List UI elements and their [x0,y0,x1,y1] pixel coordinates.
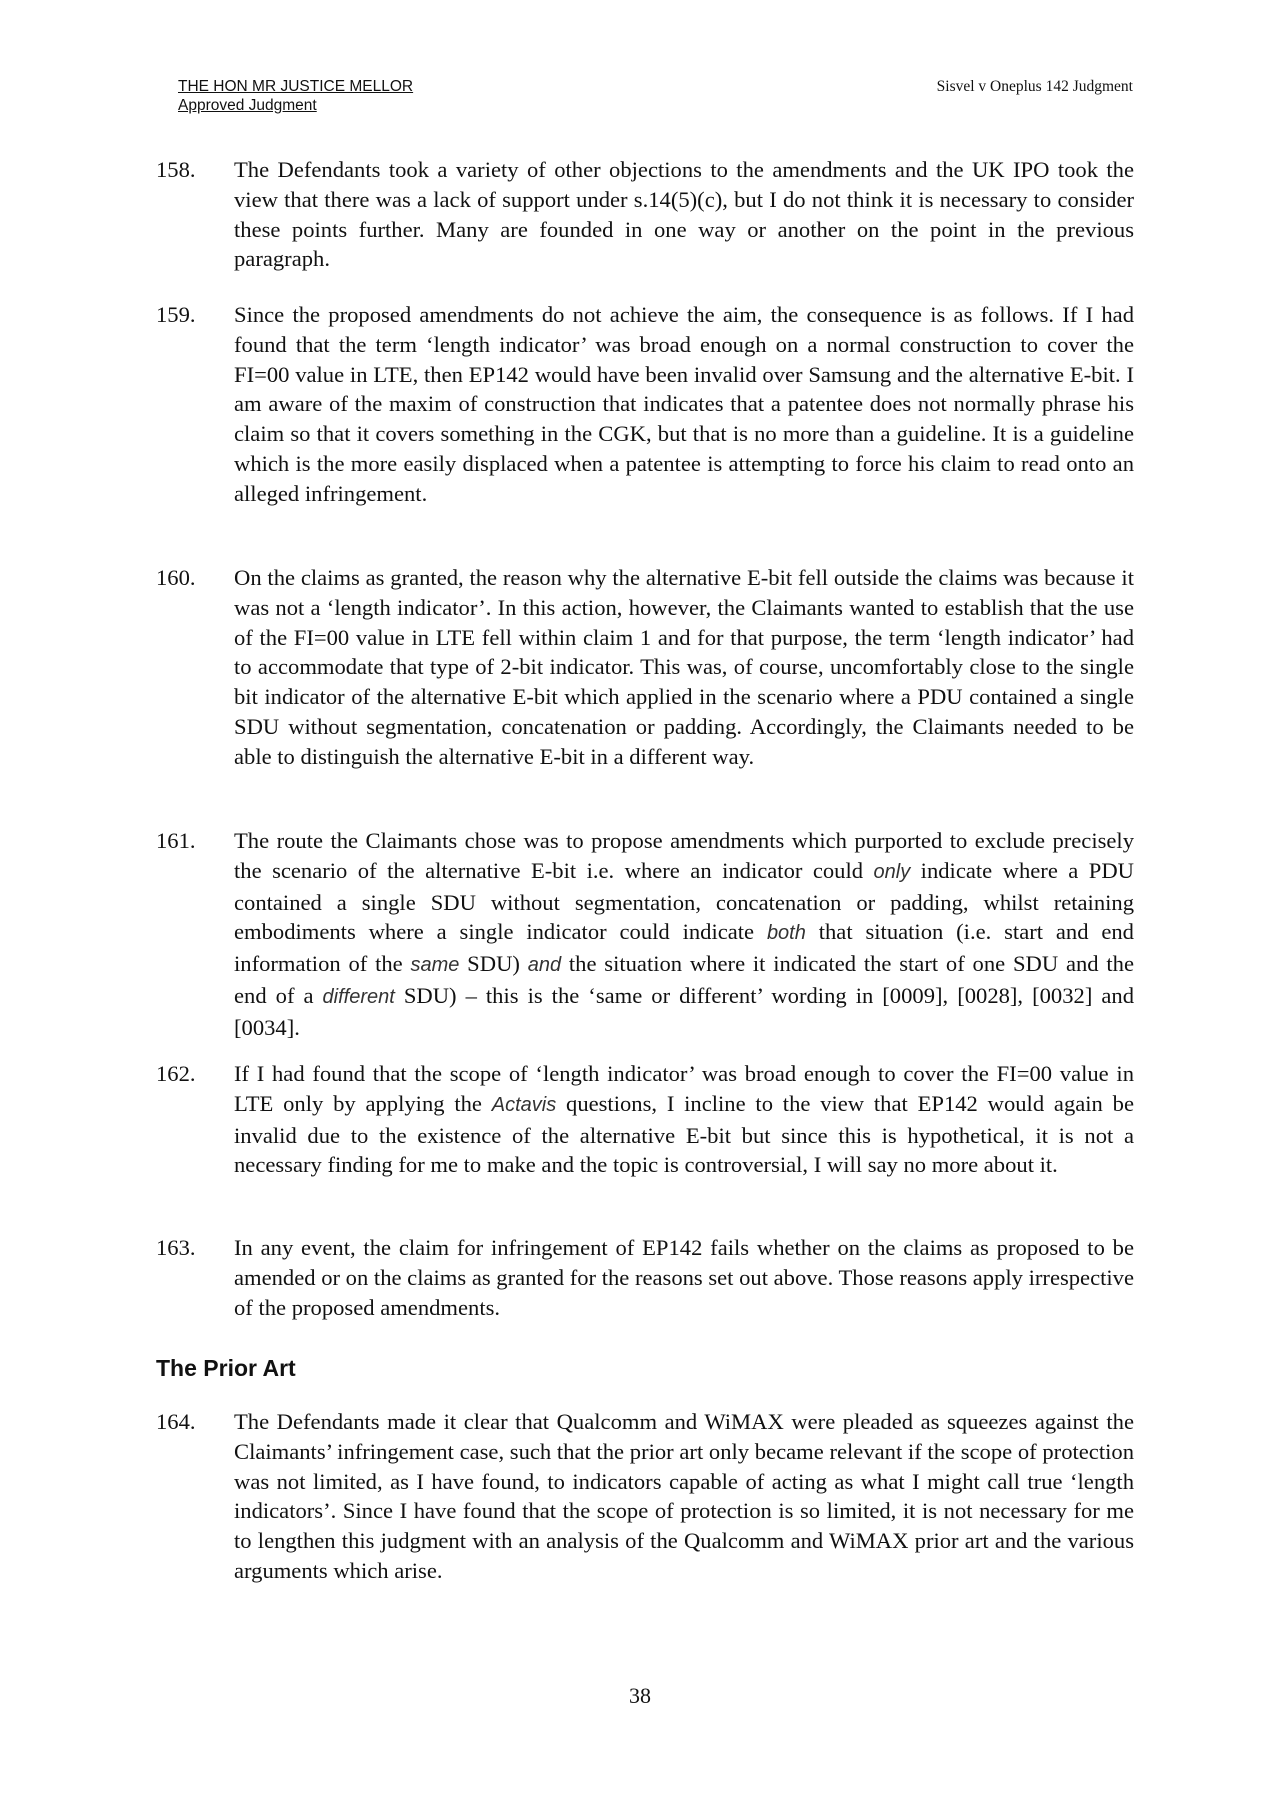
paragraph-161 [156,826,1134,1043]
paragraph-number: 164. [156,1409,196,1434]
emphasis: different [322,985,395,1008]
running-header-left [178,77,413,115]
emphasis: and [527,954,562,977]
paragraph-159 [156,300,1134,509]
paragraph-number: 159. [156,302,196,327]
paragraph-text: The route the Claimants chose was to propose amendments which purported to exclude precisely the scenario of the alternative E-bit i.e. where an indicator could only indicate where a PDU contained a single SDU without segmentation, concatenation or padding, whilst retaining embodiments where a single indicator could indicate both that situation (i.e. start and end information of the same SDU) and the situation where it indicated the start of one SDU and the end of a different SDU) – this is the ‘same or different’ wording in [0009], [0028], [0032] and [0034]. [234,828,1134,1040]
paragraph-text: The Defendants made it clear that Qualcomm and WiMAX were pleaded as squeezes against the Claimants’ infringement case, such that the prior art only became relevant if the scope of protection was not limited, as I have found, to indicators capable of acting as what I might call true ‘length indicators’. Since I have found that the scope of protection is so limited, it is not necessary for me to lengthen this judgment with an analysis of the Qualcomm and WiMAX prior art and the various arguments which arise. [234,1409,1134,1583]
paragraph-number: 162. [156,1061,196,1086]
paragraph-text: In any event, the claim for infringement of EP142 fails whether on the claims as proposed to be amended or on the claims as granted for the reasons set out above. Those reasons apply irrespective of the proposed amendments. [234,1235,1134,1320]
paragraph-text: If I had found that the scope of ‘length indicator’ was broad enough to cover the FI=00 value in LTE only by applying the Actavis questions, I incline to the view that EP142 would again be invalid due to the existence of the alternative E-bit but since this is hypothetical, it is not a necessary finding for me to make and the topic is controversial, I will say no more about it. [234,1061,1134,1178]
paragraph-text: On the claims as granted, the reason why the alternative E-bit fell outside the claims was because it was not a ‘length indicator’. In this action, however, the Claimants wanted to establish that the use of the FI=00 value in LTE fell within claim 1 and for that purpose, the term ‘length indicator’ had to accommodate that type of 2-bit indicator. This was, of course, uncomfortably close to the single bit indicator of the alternative E-bit which applied in the scenario where a PDU contained a single SDU without segmentation, concatenation or padding. Accordingly, the Claimants needed to be able to distinguish the alternative E-bit in a different way. [234,565,1134,769]
paragraph-158 [156,155,1134,274]
emphasis: both [766,922,806,945]
paragraph-164 [156,1407,1134,1586]
approved-judgment-label: Approved Judgment [178,97,317,114]
paragraph-number: 163. [156,1235,196,1260]
paragraph-text: Since the proposed amendments do not achieve the aim, the consequence is as follows. If I had found that the term ‘length indicator’ was broad enough on a normal construction to cover the FI=00 value in LTE, then EP142 would have been invalid over Samsung and the alternative E-bit. I am aware of the maxim of construction that indicates that a patentee does not normally phrase his claim so that it covers something in the CGK, but that is no more than a guideline. It is a guideline which is the more easily displaced when a patentee is attempting to force his claim to read onto an alleged infringement. [234,302,1134,506]
section-heading: The Prior Art [156,1355,296,1381]
case-title: Sisvel v Oneplus 142 Judgment [936,78,1133,95]
paragraph-number: 158. [156,157,196,182]
paragraph-number: 161. [156,828,196,853]
emphasis: Actavis [491,1093,557,1116]
paragraph-162 [156,1059,1134,1180]
emphasis: only [873,860,911,883]
emphasis: same [410,954,460,977]
paragraph-number: 160. [156,565,196,590]
paragraph-160 [156,563,1134,772]
paragraph-text: The Defendants took a variety of other objections to the amendments and the UK IPO took the view that there was a lack of support under s.14(5)(c), but I do not think it is necessary to consider these points further. Many are founded in one way or another on the point in the previous paragraph. [234,157,1134,272]
paragraph-163 [156,1233,1134,1322]
page-number: 38 [629,1683,651,1708]
judge-name: THE HON MR JUSTICE MELLOR [178,78,414,95]
